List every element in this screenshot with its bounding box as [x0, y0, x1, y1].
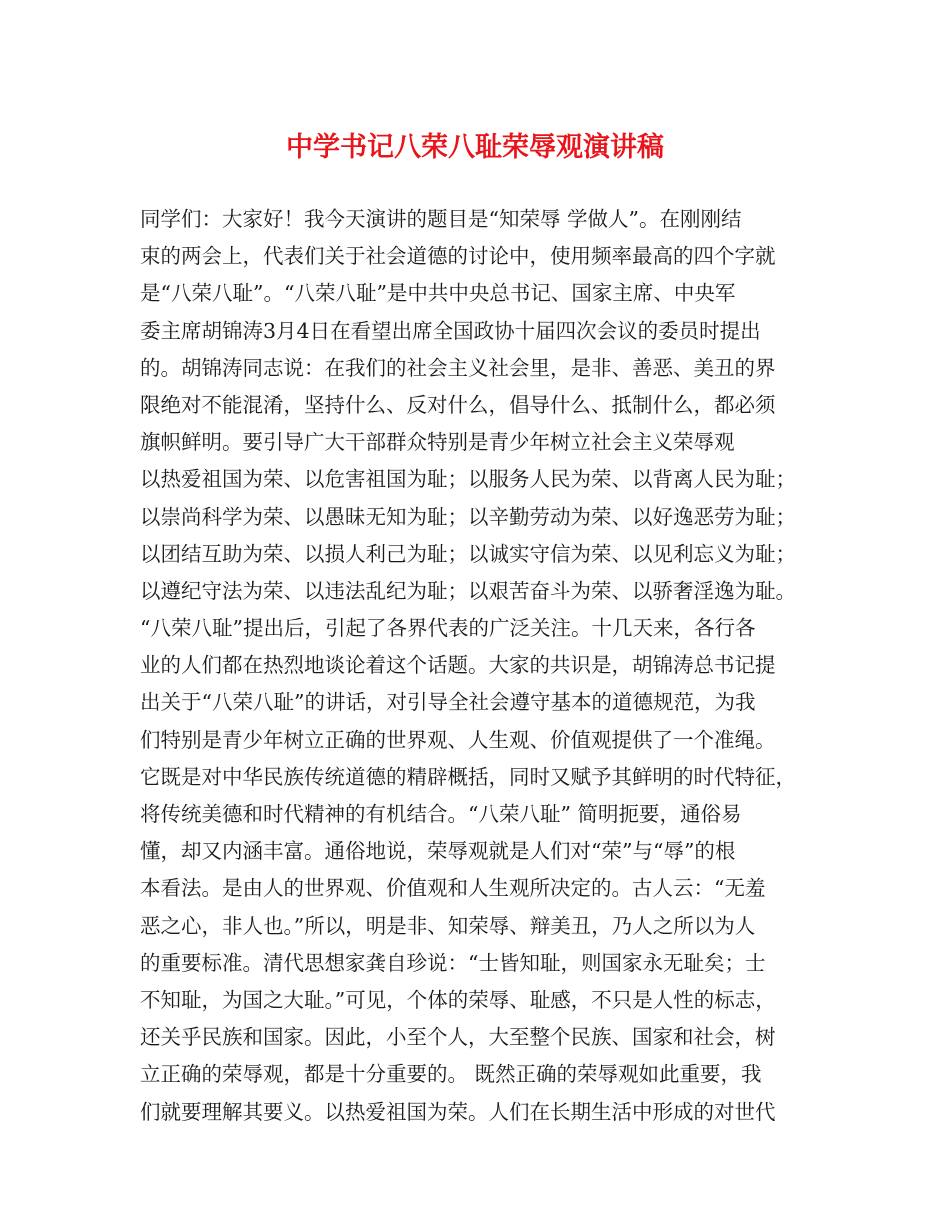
- body-line: 是“八荣八耻”。“八荣八耻”是中共中央总书记、国家主席、中央军: [140, 281, 736, 306]
- body-line: 们就要理解其要义。以热爱祖国为荣。人们在长期生活中形成的对世代: [140, 1099, 776, 1124]
- body-line: 同学们：大家好！我今天演讲的题目是“知荣辱 学做人”。在刚刚结: [140, 207, 742, 231]
- body-line: 们特别是青少年树立正确的世界观、人生观、价值观提供了一个准绳。: [140, 727, 776, 752]
- body-line: 业的人们都在热烈地谈论着这个话题。大家的共识是，胡锦涛总书记提: [140, 653, 776, 678]
- body-line: 旗帜鲜明。要引导广大干部群众特别是青少年树立社会主义荣辱观: [140, 430, 735, 455]
- body-line: 以崇尚科学为荣、以愚昧无知为耻；以辛勤劳动为荣、以好逸恶劳为耻；: [140, 504, 796, 529]
- body-line: 的。胡锦涛同志说：在我们的社会主义社会里，是非、善恶、美丑的界: [140, 355, 776, 380]
- body-line: 懂，却又内涵丰富。通俗地说，荣辱观就是人们对“荣”与“辱”的根: [140, 839, 736, 864]
- body-line: 恶之心，非人也。”所以，明是非、知荣辱、辩美丑，乃人之所以为人: [140, 913, 756, 938]
- body-line: 本看法。是由人的世界观、价值观和人生观所决定的。古人云：“无羞: [140, 876, 766, 901]
- body-line: 它既是对中华民族传统道德的精辟概括，同时又赋予其鲜明的时代特征，: [140, 764, 796, 789]
- body-line: 限绝对不能混淆，坚持什么、反对什么，倡导什么、抵制什么，都必须: [140, 392, 776, 417]
- body-line: 将传统美德和时代精神的有机结合。“八荣八耻” 简明扼要，通俗易: [140, 802, 742, 826]
- document-title: 中学书记八荣八耻荣辱观演讲稿: [286, 132, 664, 163]
- body-line: 以热爱祖国为荣、以危害祖国为耻；以服务人民为荣、以背离人民为耻；: [140, 467, 796, 492]
- body-line: 束的两会上，代表们关于社会道德的讨论中，使用频率最高的四个字就: [140, 244, 776, 269]
- body-line: 的重要标准。清代思想家龚自珍说：“士皆知耻，则国家永无耻矣；士: [140, 950, 766, 975]
- document-body: [140, 201, 840, 1131]
- body-line: 立正确的荣辱观，都是十分重要的。 既然正确的荣辱观如此重要，我: [140, 1062, 762, 1087]
- body-line: 出关于“八荣八耻”的讲话，对引导全社会遵守基本的道德规范，为我: [140, 690, 756, 715]
- body-line: “八荣八耻”提出后，引起了各界代表的广泛关注。十几天来，各行各: [140, 616, 756, 641]
- body-line: 不知耻，为国之大耻。”可见，个体的荣辱、耻感，不只是人性的标志，: [140, 987, 776, 1012]
- body-line: 以遵纪守法为荣、以违法乱纪为耻；以艰苦奋斗为荣、以骄奢淫逸为耻。: [140, 578, 796, 603]
- body-line: 以团结互助为荣、以损人利己为耻；以诚实守信为荣、以见利忘义为耻；: [140, 541, 796, 566]
- body-line: 还关乎民族和国家。因此，小至个人，大至整个民族、国家和社会，树: [140, 1025, 776, 1050]
- body-line: 委主席胡锦涛3月4日在看望出席全国政协十届四次会议的委员时提出: [140, 318, 761, 343]
